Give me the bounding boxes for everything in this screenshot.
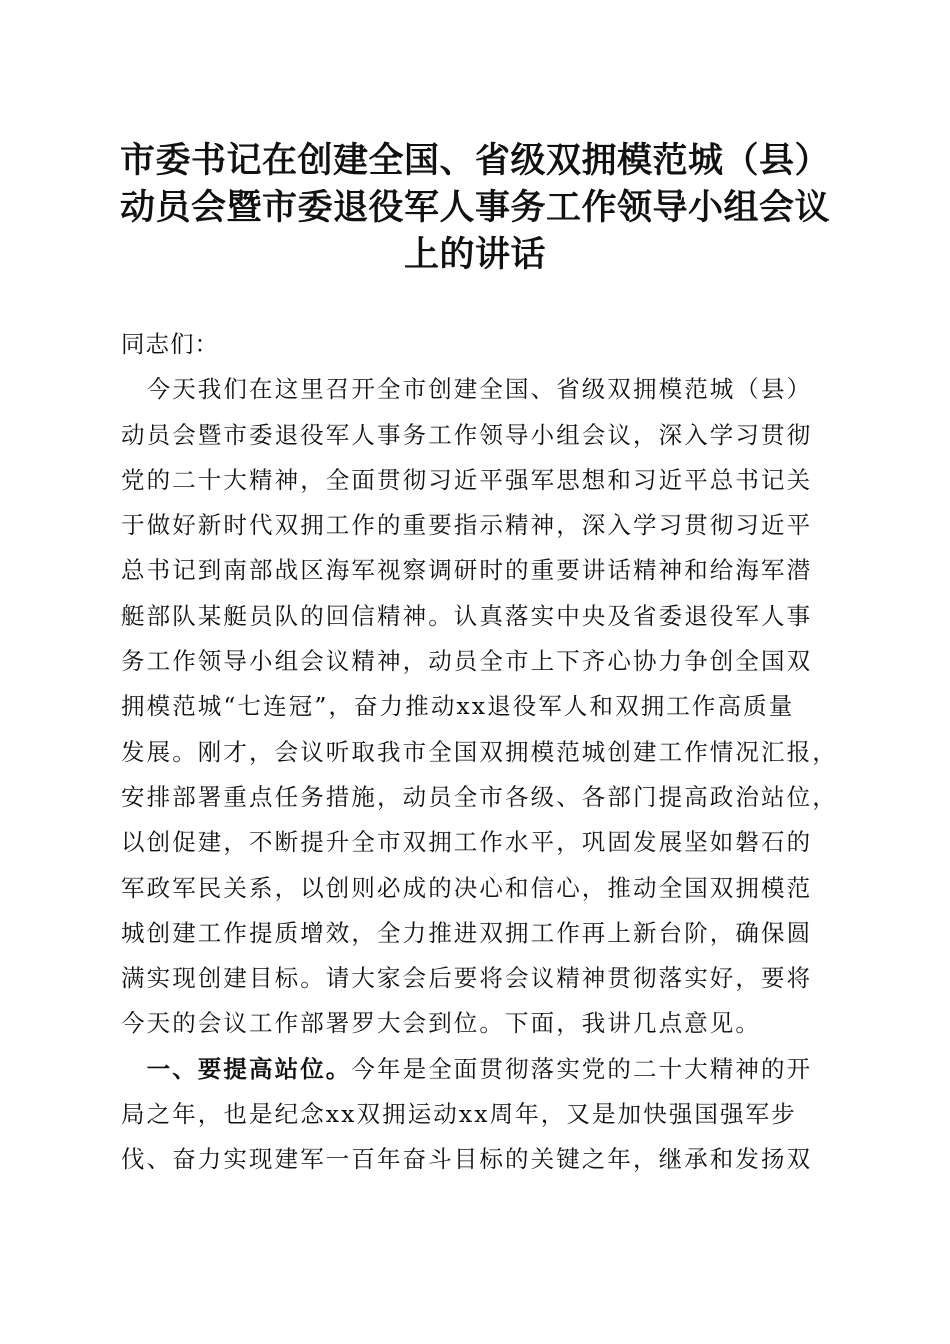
paragraph-line: 安排部署重点任务措施，动员全市各级、各部门提高政治站位， [121,782,838,811]
salutation: 同志们： [121,330,219,358]
paragraph-line: 军政军民关系，以创则必成的决心和信心，推动全国双拥模范 [121,873,813,902]
paragraph-line: 城创建工作提质增效，全力推进双拥工作再上新台阶，确保圆 [121,918,813,947]
paragraph-line: 务工作领导小组会议精神，动员全市上下齐心协力争创全国双 [121,647,813,676]
paragraph-line: 局之年，也是纪念xx双拥运动xx周年，又是加快强国强军步 [121,1100,797,1129]
paragraph-line: 总书记到南部战区海军视察调研时的重要讲话精神和给海军潜 [121,556,813,585]
paragraph-line: 今天我们在这里召开全市创建全国、省级双拥模范城（县） [121,375,813,404]
paragraph-line: 动员会暨市委退役军人事务工作领导小组会议，深入学习贯彻 [121,420,813,449]
section-heading-line [121,1047,831,1092]
paragraph-line: 于做好新时代双拥工作的重要指示精神，深入学习贯彻习近平 [121,511,813,540]
paragraph-line: 党的二十大精神，全面贯彻习近平强军思想和习近平总书记关 [121,465,813,494]
title-line-2: 动员会暨市委退役军人事务工作领导小组会议 [119,187,830,228]
document-body [121,322,838,1183]
section-first-line-text: 今年是全面贯彻落实党的二十大精神的开 [351,1054,813,1083]
paragraph-line: 拥模范城“七连冠”，奋力推动xx退役军人和双拥工作高质量 [121,692,795,721]
document-title [100,137,850,278]
title-line-3: 上的讲话 [403,234,546,275]
title-line-1: 市委书记在创建全国、省级双拥模范城（县） [119,140,830,181]
paragraph-line: 伐、奋力实现建军一百年奋斗目标的关键之年，继承和发扬双 [121,1145,813,1174]
section-heading: 一、要提高站位。 [121,1054,352,1083]
paragraph-line: 以创促建，不断提升全市双拥工作水平，巩固发展坚如磐石的 [121,828,813,857]
paragraph-line: 今天的会议工作部署罗大会到位。下面，我讲几点意见。 [121,1009,761,1038]
paragraph-line: 艇部队某艇员队的回信精神。认真落实中央及省委退役军人事 [121,601,813,630]
paragraph-line: 满实现创建目标。请大家会后要将会议精神贯彻落实好，要将 [121,964,813,993]
paragraph-line: 发展。刚才，会议听取我市全国双拥模范城创建工作情况汇报， [121,737,838,766]
